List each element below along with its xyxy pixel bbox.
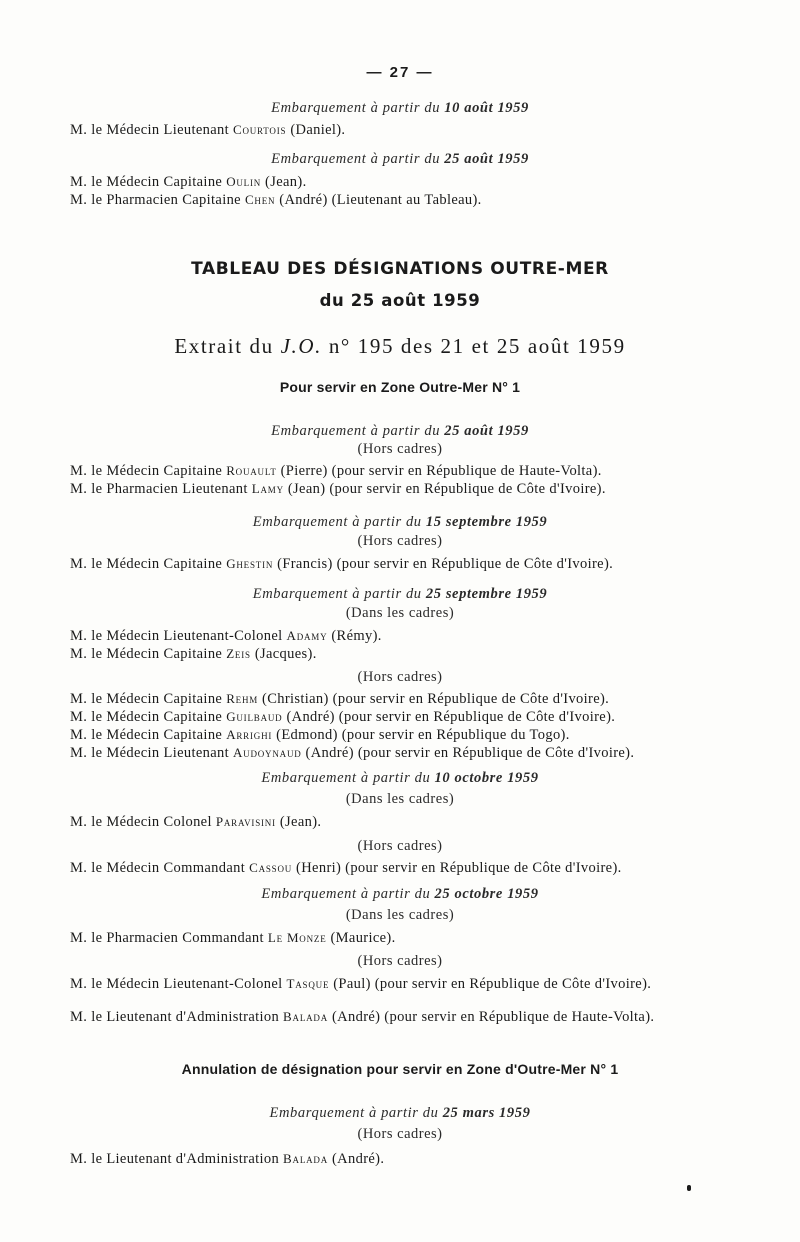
entry-line: M. le Médecin Commandant Cassou (Henri) (pour servir en République de Côte d'Ivoire). <box>70 860 622 876</box>
embark-heading: Embarquement à partir du 25 août 1959 <box>271 423 529 439</box>
group-label: (Hors cadres) <box>357 533 443 549</box>
group-label: (Dans les cadres) <box>345 791 455 807</box>
zone-heading: Pour servir en Zone Outre-Mer N° 1 <box>279 379 521 395</box>
group-label: (Dans les cadres) <box>345 907 455 923</box>
group-label: (Dans les cadres) <box>345 605 455 621</box>
page-number: — 27 — <box>366 64 434 81</box>
entry-line: M. le Médecin Capitaine Oulin (Jean). <box>70 174 307 190</box>
entry-line: M. le Lieutenant d'Administration Balada (André). <box>70 1151 385 1167</box>
embark-heading: Embarquement à partir du 25 octobre 1959 <box>261 886 539 902</box>
entry-line: M. le Médecin Lieutenant-Colonel Adamy (Rémy). <box>70 628 382 644</box>
group-label: (Hors cadres) <box>357 669 443 685</box>
entry-line: M. le Médecin Capitaine Ghestin (Francis) (pour servir en République de Côte d'Ivoire). <box>70 556 614 572</box>
embark-heading: Embarquement à partir du 10 octobre 1959 <box>261 770 539 786</box>
entry-line: M. le Pharmacien Commandant Le Monze (Maurice). <box>70 930 396 946</box>
entry-line: M. le Médecin Capitaine Guilbaud (André) (pour servir en République de Côte d'Ivoire). <box>70 709 616 725</box>
entry-line: M. le Médecin Colonel Paravisini (Jean). <box>70 814 322 830</box>
group-label: (Hors cadres) <box>357 1126 443 1142</box>
entry-line: M. le Pharmacien Lieutenant Lamy (Jean) (pour servir en République de Côte d'Ivoire). <box>70 481 606 497</box>
embark-heading: Embarquement à partir du 25 septembre 1959 <box>252 586 548 602</box>
ink-speck <box>687 1185 691 1191</box>
entry-line: M. le Lieutenant d'Administration Balada (André) (pour servir en République de Haute-Volta). <box>70 1009 655 1025</box>
document-subtitle: du 25 août 1959 <box>319 291 481 310</box>
group-label: (Hors cadres) <box>357 953 443 969</box>
embark-heading: Embarquement à partir du 25 mars 1959 <box>269 1105 531 1121</box>
extract-line: Extrait du J.O. n° 195 des 21 et 25 août 1959 <box>174 334 626 358</box>
annulation-heading: Annulation de désignation pour servir en Zone d'Outre-Mer N° 1 <box>181 1061 619 1077</box>
entry-line: M. le Médecin Lieutenant Courtois (Daniel). <box>70 122 346 138</box>
entry-line: M. le Médecin Lieutenant Audoynaud (André) (pour servir en République de Côte d'Ivoire). <box>70 745 635 761</box>
group-label: (Hors cadres) <box>357 838 443 854</box>
entry-line: M. le Médecin Capitaine Rouault (Pierre) (pour servir en République de Haute-Volta). <box>70 463 602 479</box>
group-label: (Hors cadres) <box>357 441 443 457</box>
top-heading-1: Embarquement à partir du 10 août 1959 <box>271 100 529 116</box>
top-heading-2: Embarquement à partir du 25 août 1959 <box>271 151 529 167</box>
entry-line: M. le Médecin Lieutenant-Colonel Tasque (Paul) (pour servir en République de Côte d'Ivoire). <box>70 976 652 992</box>
entry-line: M. le Pharmacien Capitaine Chen (André) (Lieutenant au Tableau). <box>70 192 482 208</box>
entry-line: M. le Médecin Capitaine Arrighi (Edmond) (pour servir en République du Togo). <box>70 727 570 743</box>
entry-line: M. le Médecin Capitaine Rehm (Christian) (pour servir en République de Côte d'Ivoire). <box>70 691 610 707</box>
embark-heading: Embarquement à partir du 15 septembre 1959 <box>252 514 548 530</box>
entry-line: M. le Médecin Capitaine Zeis (Jacques). <box>70 646 317 662</box>
document-title: TABLEAU DES DÉSIGNATIONS OUTRE-MER <box>191 259 609 279</box>
